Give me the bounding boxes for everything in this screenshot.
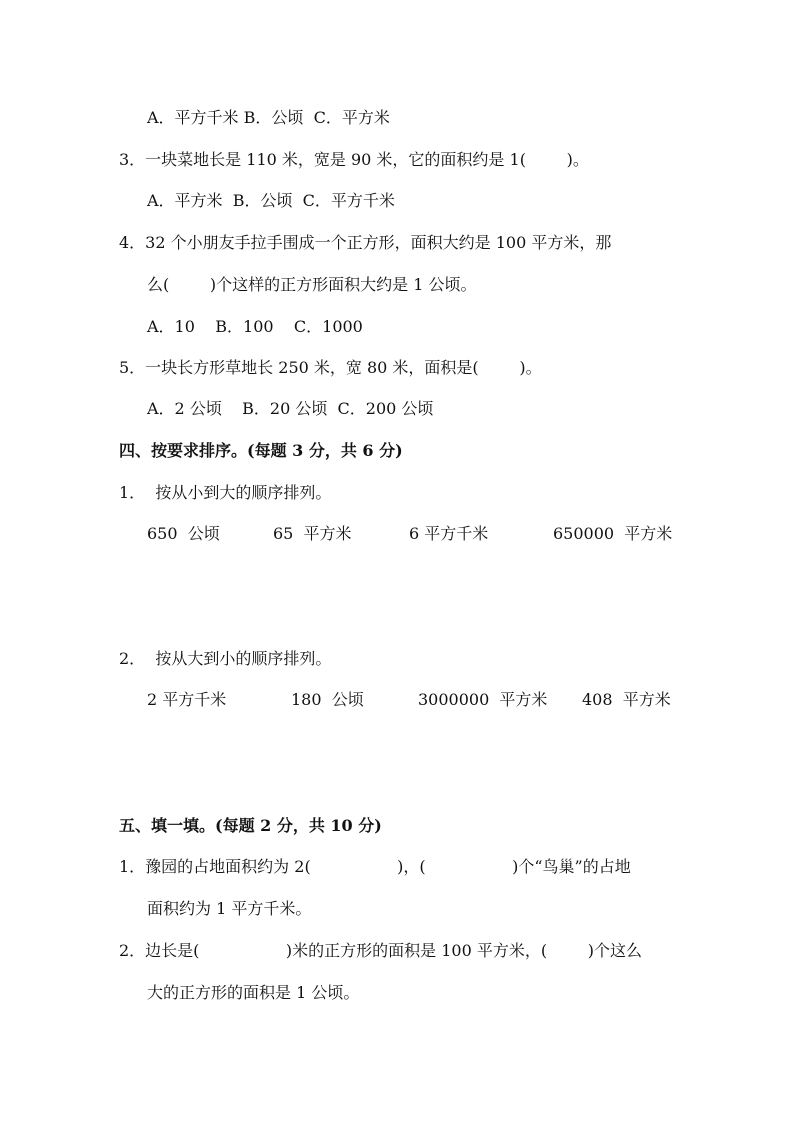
- q2-options: A．平方千米 B．公顷 C．平方米: [147, 108, 390, 127]
- section5-item2-line2: 大的正方形的面积是 1 公顷。: [147, 983, 360, 1002]
- sort2-value: 180 公顷: [291, 690, 364, 709]
- sort2-value: 408 平方米: [582, 690, 671, 709]
- q3-stem: 3．一块菜地长是 110 米，宽是 90 米，它的面积约是 1( )。: [119, 150, 589, 169]
- q4-stem-line2: 么( )个这样的正方形面积大约是 1 公顷。: [147, 275, 477, 294]
- sort1-value: 650 公顷: [147, 524, 220, 543]
- sort1-value: 650000 平方米: [553, 524, 673, 543]
- sort1-value: 6 平方千米: [409, 524, 489, 543]
- section5-item1-line1: 1．豫园的占地面积约为 2( )，( )个“鸟巢”的占地: [119, 857, 631, 876]
- q4-options: A．10 B．100 C．1000: [147, 317, 363, 336]
- section4-heading: 四、按要求排序。(每题 3 分，共 6 分): [119, 441, 403, 460]
- sort2-value: 3000000 平方米: [418, 690, 548, 709]
- section4-item2-prompt: 2． 按从大到小的顺序排列。: [119, 649, 332, 668]
- section5-item1-line2: 面积约为 1 平方千米。: [147, 899, 312, 918]
- section4-item1-prompt: 1． 按从小到大的顺序排列。: [119, 483, 332, 502]
- q3-options: A．平方米 B．公顷 C．平方千米: [147, 191, 395, 210]
- q5-options: A．2 公顷 B．20 公顷 C．200 公顷: [147, 399, 434, 418]
- sort1-value: 65 平方米: [273, 524, 352, 543]
- sort2-value: 2 平方千米: [147, 690, 227, 709]
- section5-heading: 五、填一填。(每题 2 分，共 10 分): [119, 816, 382, 835]
- q5-stem: 5．一块长方形草地长 250 米，宽 80 米，面积是( )。: [119, 358, 542, 377]
- section5-item2-line1: 2．边长是( )米的正方形的面积是 100 平方米，( )个这么: [119, 941, 643, 960]
- q4-stem-line1: 4．32 个小朋友手拉手围成一个正方形，面积大约是 100 平方米，那: [119, 233, 612, 252]
